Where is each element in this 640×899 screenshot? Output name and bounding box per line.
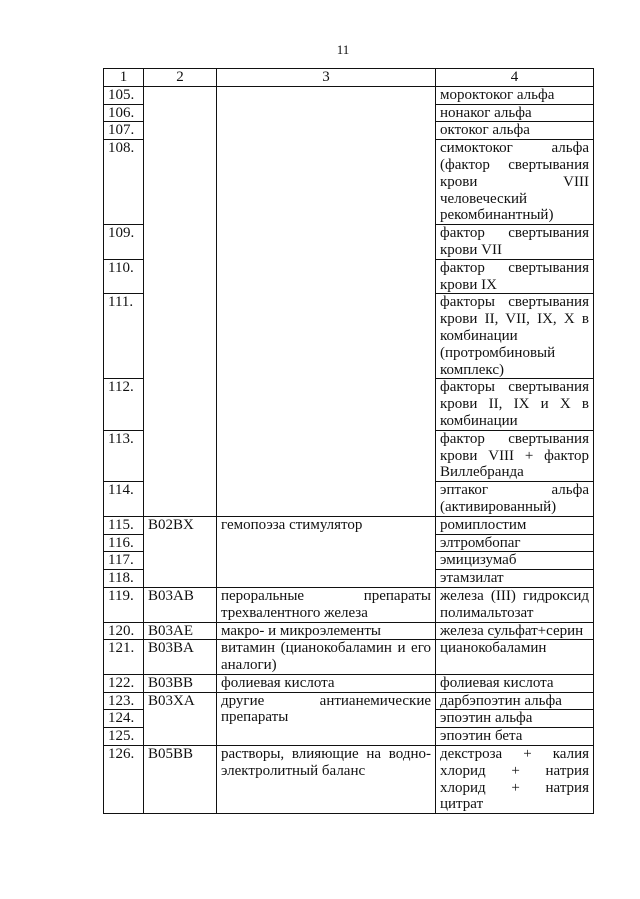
row-number-cell: 107. [104, 122, 144, 140]
table-row [104, 622, 594, 640]
atc-code-cell [144, 86, 217, 516]
row-number-cell: 117. [104, 552, 144, 570]
drug-name-cell: эпоэтин альфа [436, 710, 594, 728]
table-row [104, 516, 594, 534]
drug-table-body [104, 86, 594, 813]
drug-name-cell: фолиевая кислота [436, 674, 594, 692]
group-name-cell: пероральные препараты трехвалентного железа [217, 587, 436, 622]
group-name-cell: витамин (цианокобаламин и его аналоги) [217, 640, 436, 675]
drug-name-cell: фактор свертывания крови VIII + фактор Виллебранда [436, 430, 594, 481]
row-number-cell: 121. [104, 640, 144, 675]
drug-name-cell: железа сульфат+серин [436, 622, 594, 640]
drug-name-cell: ромиплостим [436, 516, 594, 534]
atc-code-cell: B03AB [144, 587, 217, 622]
drug-name-cell: нонаког альфа [436, 104, 594, 122]
drug-name-cell: цианокобаламин [436, 640, 594, 675]
drug-name-cell: эмицизумаб [436, 552, 594, 570]
atc-code-cell: B03AE [144, 622, 217, 640]
row-number-cell: 124. [104, 710, 144, 728]
header-cell-code: 2 [144, 69, 217, 87]
row-number-cell: 122. [104, 674, 144, 692]
row-number-cell: 125. [104, 728, 144, 746]
drug-name-cell: фактор свертывания крови VII [436, 225, 594, 260]
row-number-cell: 123. [104, 692, 144, 710]
atc-code-cell: B03BA [144, 640, 217, 675]
row-number-cell: 115. [104, 516, 144, 534]
drug-name-cell: дарбэпоэтин альфа [436, 692, 594, 710]
table-row [104, 746, 594, 814]
drug-name-cell: факторы свертывания крови II, IX и X в комбинации [436, 379, 594, 430]
group-name-cell: другие антианемические препараты [217, 692, 436, 745]
table-row [104, 640, 594, 675]
atc-code-cell: B02BX [144, 516, 217, 587]
atc-code-cell: B05BB [144, 746, 217, 814]
table-row [104, 587, 594, 622]
drug-name-cell: этамзилат [436, 570, 594, 588]
row-number-cell: 114. [104, 482, 144, 517]
drug-name-cell: факторы свертывания крови II, VII, IX, X в комбинации (протромбиновый комплекс) [436, 294, 594, 379]
row-number-cell: 106. [104, 104, 144, 122]
group-name-cell [217, 86, 436, 516]
drug-name-cell: фактор свертывания крови IX [436, 259, 594, 294]
row-number-cell: 112. [104, 379, 144, 430]
atc-code-cell: B03BB [144, 674, 217, 692]
drug-name-cell: элтромбопаг [436, 534, 594, 552]
atc-code-cell: B03XA [144, 692, 217, 745]
header-cell-group: 3 [217, 69, 436, 87]
row-number-cell: 119. [104, 587, 144, 622]
drug-name-cell: симоктоког альфа (фактор свертывания крови VIII человеческий рекомбинантный) [436, 140, 594, 225]
table-row [104, 674, 594, 692]
group-name-cell: макро- и микроэлементы [217, 622, 436, 640]
row-number-cell: 126. [104, 746, 144, 814]
table-row [104, 692, 594, 710]
row-number-cell: 113. [104, 430, 144, 481]
group-name-cell: фолиевая кислота [217, 674, 436, 692]
group-name-cell: гемопоэза стимулятор [217, 516, 436, 587]
drug-name-cell: декстроза + калия хлорид + натрия хлорид + натрия цитрат [436, 746, 594, 814]
page-number: 11 [336, 42, 350, 57]
row-number-cell: 116. [104, 534, 144, 552]
row-number-cell: 120. [104, 622, 144, 640]
row-number-cell: 118. [104, 570, 144, 588]
row-number-cell: 105. [104, 86, 144, 104]
drug-name-cell: эпоэтин бета [436, 728, 594, 746]
row-number-cell: 109. [104, 225, 144, 260]
row-number-cell: 108. [104, 140, 144, 225]
drug-name-cell: мороктоког альфа [436, 86, 594, 104]
group-name-cell: растворы, влияющие на водно-электролитный баланс [217, 746, 436, 814]
drug-name-cell: железа (III) гидроксид полимальтозат [436, 587, 594, 622]
table-header [104, 69, 594, 87]
row-number-cell: 110. [104, 259, 144, 294]
table-row [104, 86, 594, 104]
drug-name-cell: эптаког альфа (активированный) [436, 482, 594, 517]
drug-name-cell: октоког альфа [436, 122, 594, 140]
row-number-cell: 111. [104, 294, 144, 379]
header-cell-number: 1 [104, 69, 144, 87]
drug-table [103, 68, 594, 814]
header-cell-drug: 4 [436, 69, 594, 87]
header-row [104, 69, 594, 87]
